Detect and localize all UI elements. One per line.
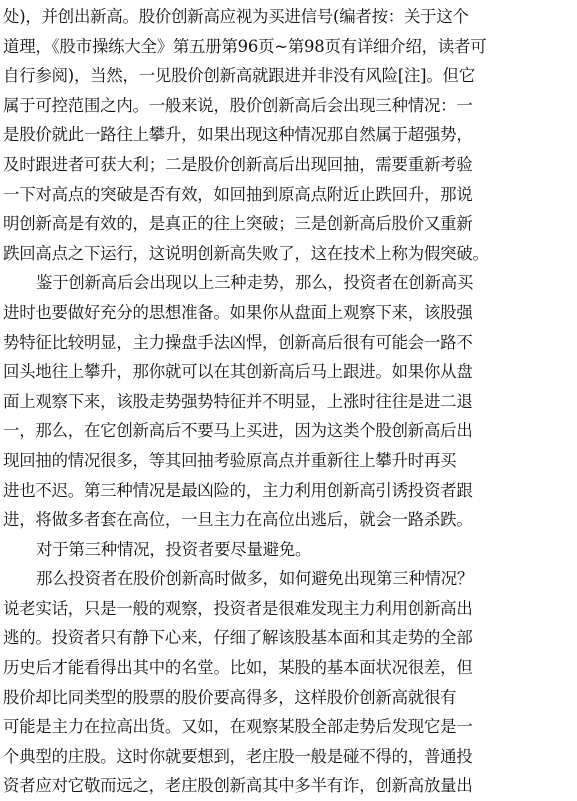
text-line: 逃的。投资者只有静下心来，仔细了解该股基本面和其走势的全部 xyxy=(3,628,473,648)
text-line: 进也不迟。第三种情况是最凶险的，主力利用创新高引诱投资者跟 xyxy=(3,480,473,500)
text-line: 历史后才能看得出其中的名堂。比如，某股的基本面状况很差，但 xyxy=(3,658,473,678)
text-line: 属于可控范围之内。一般来说，股价创新高后会出现三种情况：一 xyxy=(3,95,473,115)
paragraph-3 xyxy=(3,535,575,565)
text-line: 处)，并创出新高。股价创新高应视为买进信号(编者按：关于这个 xyxy=(3,7,469,26)
text-line: 进时也要做好充分的思想准备。如果你从盘面上观察下来，该股强 xyxy=(3,302,473,322)
text-line: 是股价就此一路往上攀升，如果出现这种情况那自然属于超强势， xyxy=(3,125,473,145)
text-line: 回头地往上攀升，那你就可以在其创新高后马上跟进。如果你从盘 xyxy=(3,362,473,382)
text-line: 个典型的庄股。这时你就要想到，老庄股一般是碰不得的，普通投 xyxy=(3,746,473,766)
text-line: 明创新高是有效的，是真正的往上突破；三是创新高后股价又重新 xyxy=(3,214,473,234)
text-line: 现回抽的情况很多，等其回抽考验原高点并重新往上攀升时再买 xyxy=(3,450,457,470)
text-line: 自行参阅)，当然，一见股价创新高就跟进并非没有风险[注]。但它 xyxy=(3,66,475,86)
text-line: 一下对高点的突破是否有效，如回抽到原高点附近止跌回升，那说 xyxy=(3,184,473,204)
paragraph-4 xyxy=(3,564,575,801)
text-line: 股价却比同类型的股票的股价要高得多，这样股价创新高就很有 xyxy=(3,687,457,707)
paragraph-1 xyxy=(3,2,575,268)
text-line: 及时跟进者可获大利；二是股价创新高后出现回抽，需要重新考验 xyxy=(3,154,473,174)
text-line: 对于第三种情况，投资者要尽量避免。 xyxy=(36,539,312,559)
text-line: 进，将做多者套在高位，一旦主力在高位出逃后，就会一路杀跌。 xyxy=(3,510,473,530)
text-line: 那么投资者在股价创新高时做多，如何避免出现第三种情况？ xyxy=(36,569,474,589)
text-line: 说老实话，只是一般的观察，投资者是很难发现主力利用创新高出 xyxy=(3,598,473,618)
paragraph-2 xyxy=(3,268,575,534)
text-line: 鉴于创新高后会出现以上三种走势，那么，投资者在创新高买 xyxy=(36,273,474,293)
text-line: 道理，《股市操练大全》第五册第96页~第98页有详细介绍，读者可 xyxy=(3,36,487,56)
text-line: 跌回高点之下运行，这说明创新高失败了，这在技术上称为假突破。 xyxy=(3,243,489,263)
text-line: 可能是主力在拉高出货。又如，在观察某股全部走势后发现它是一 xyxy=(3,717,473,737)
document-page xyxy=(3,2,575,801)
text-line: 一，那么，在它创新高后不要马上买进，因为这类个股创新高后出 xyxy=(3,421,473,441)
text-line: 资者应对它敬而远之，老庄股创新高其中多半有诈，创新高放量出 xyxy=(3,776,473,796)
text-line: 面上观察下来，该股走势强势特征并不明显，上涨时往往是进二退 xyxy=(3,391,473,411)
text-line: 势特征比较明显，主力操盘手法凶悍，创新高后很有可能会一路不 xyxy=(3,332,473,352)
